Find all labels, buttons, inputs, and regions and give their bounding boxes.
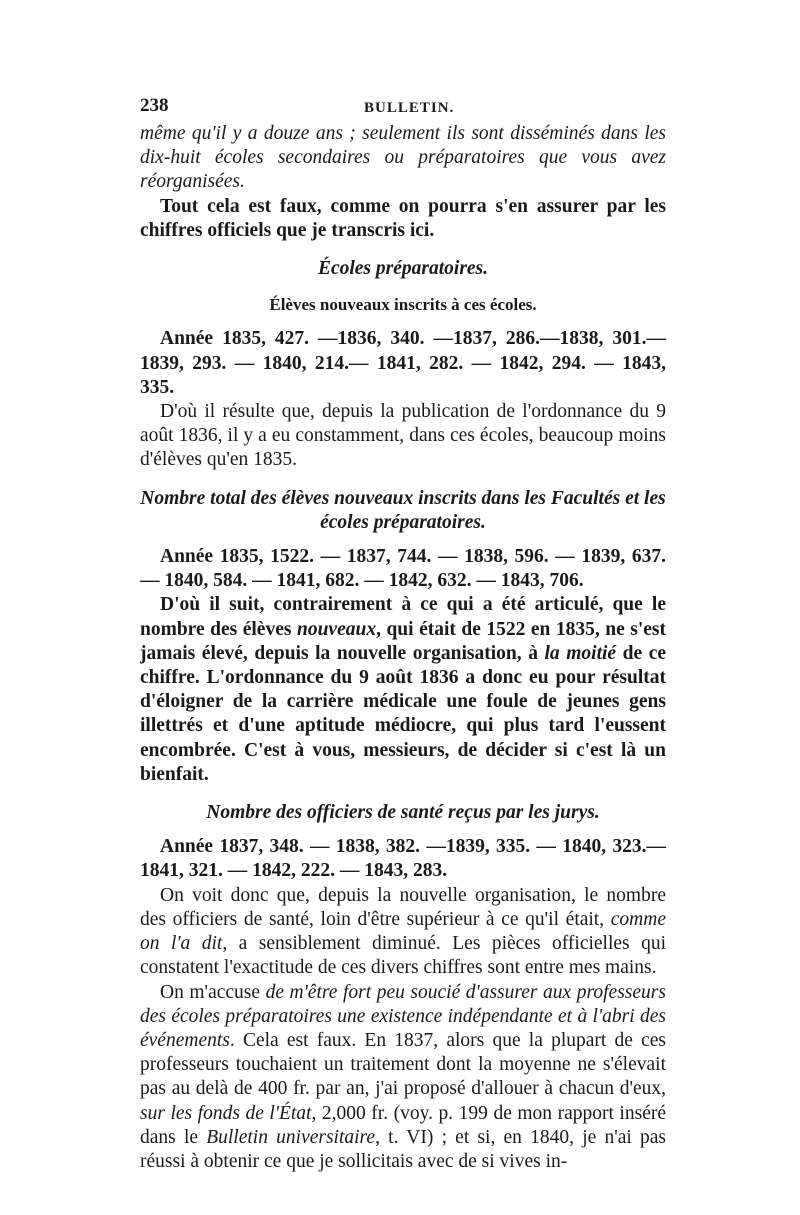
running-title: BULLETIN. (364, 100, 455, 116)
text-run: D'où il suit, contrairement à ce qui a été articulé, que le nombre des élèves (140, 594, 666, 640)
section-subtitle: Élèves nouveaux inscrits à ces écoles. (269, 295, 537, 315)
text-run: de ce chiffre. L'ordonnance du 9 août 1836 a donc eu pour résultat d'éloigner de la carrière médicale une foule de jeunes gens illettrés et d'une aptitude médiocre, qui plus tard l'eussent encombrée. C'est à vous, messieurs, de décider si c'est là un bienfait. (140, 642, 667, 785)
text-run: , a sensiblement diminué. Les pièces officielles qui constatent l'exactitude de ces divers chiffres sont entre mes mains. (140, 933, 666, 979)
figures-paragraph: Année 1835, 427. —1836, 340. —1837, 286.—1838, 301.—1839, 293. — 1840, 214.— 1841, 282. — 1842, 294. — 1843, 335. (140, 328, 666, 398)
text-run-italic: nouveaux (296, 618, 377, 640)
text-run: On voit donc que, depuis la nouvelle organisation, le nombre des officiers de santé, loin d'être supérieur à ce qu'il était, (140, 884, 666, 930)
text-run-italic: la moitié (544, 642, 617, 664)
page-header (140, 94, 666, 122)
figures-paragraph: Année 1837, 348. — 1838, 382. —1839, 335. — 1840, 323.— 1841, 321. — 1842, 222. — 1843, 283. (140, 836, 666, 882)
paragraph: D'où il résulte que, depuis la publication de l'ordonnance du 9 août 1836, il y a eu constamment, dans ces écoles, beaucoup moins d'élèves qu'en 1835. (140, 401, 666, 471)
paragraph (140, 981, 666, 1175)
text-run: On m'accuse (160, 981, 266, 1003)
text-run-italic: Bulletin universitaire (206, 1126, 376, 1148)
text-run: , 2,000 fr. (voy. p. 199 de mon rapport inséré dans le (140, 1102, 666, 1148)
section-title: Nombre des officiers de santé reçus par les jurys. (206, 802, 600, 824)
text-run: , qui était de 1522 en 1835, ne s'est jamais élevé, depuis la nouvelle organisation, à (140, 618, 667, 664)
text-run-italic: sur les fonds de l'État (140, 1102, 312, 1124)
paragraph-continuation: même qu'il y a douze ans ; seulement ils sont disséminés dans les dix-huit écoles secondaires ou préparatoires que vous avez réorganisées. (140, 123, 666, 193)
section-title: Nombre total des élèves nouveaux inscrits dans les Facultés et les écoles préparatoires. (140, 487, 666, 533)
paragraph (140, 593, 666, 787)
paragraph: Tout cela est faux, comme on pourra s'en assurer par les chiffres officiels que je transcris ici. (140, 195, 666, 241)
paragraph (140, 884, 666, 981)
figures-paragraph: Année 1835, 1522. — 1837, 744. — 1838, 596. — 1839, 637.— 1840, 584. — 1841, 682. — 1842, 632. — 1843, 706. (140, 546, 666, 592)
page-number: 238 (140, 95, 169, 116)
text-run: , t. VI) ; et si, en 1840, je n'ai pas réussi à obtenir ce que je sollicitais avec de si vives in- (140, 1126, 666, 1172)
text-run-italic: comme on l'a dit (140, 908, 666, 955)
text-run: . Cela est faux. En 1837, alors que la plupart de ces professeurs touchaient un traitement dont la moyenne ne s'élevait pas au delà de 400 fr. par an, j'ai proposé d'allouer à chacun d'eux, (140, 1029, 666, 1100)
text-run-italic: de m'être fort peu soucié d'assurer aux professeurs des écoles préparatoires une existence indépendante et à l'abri des événements (140, 981, 666, 1051)
section-title: Écoles préparatoires. (317, 258, 489, 280)
text-block (140, 94, 666, 1174)
